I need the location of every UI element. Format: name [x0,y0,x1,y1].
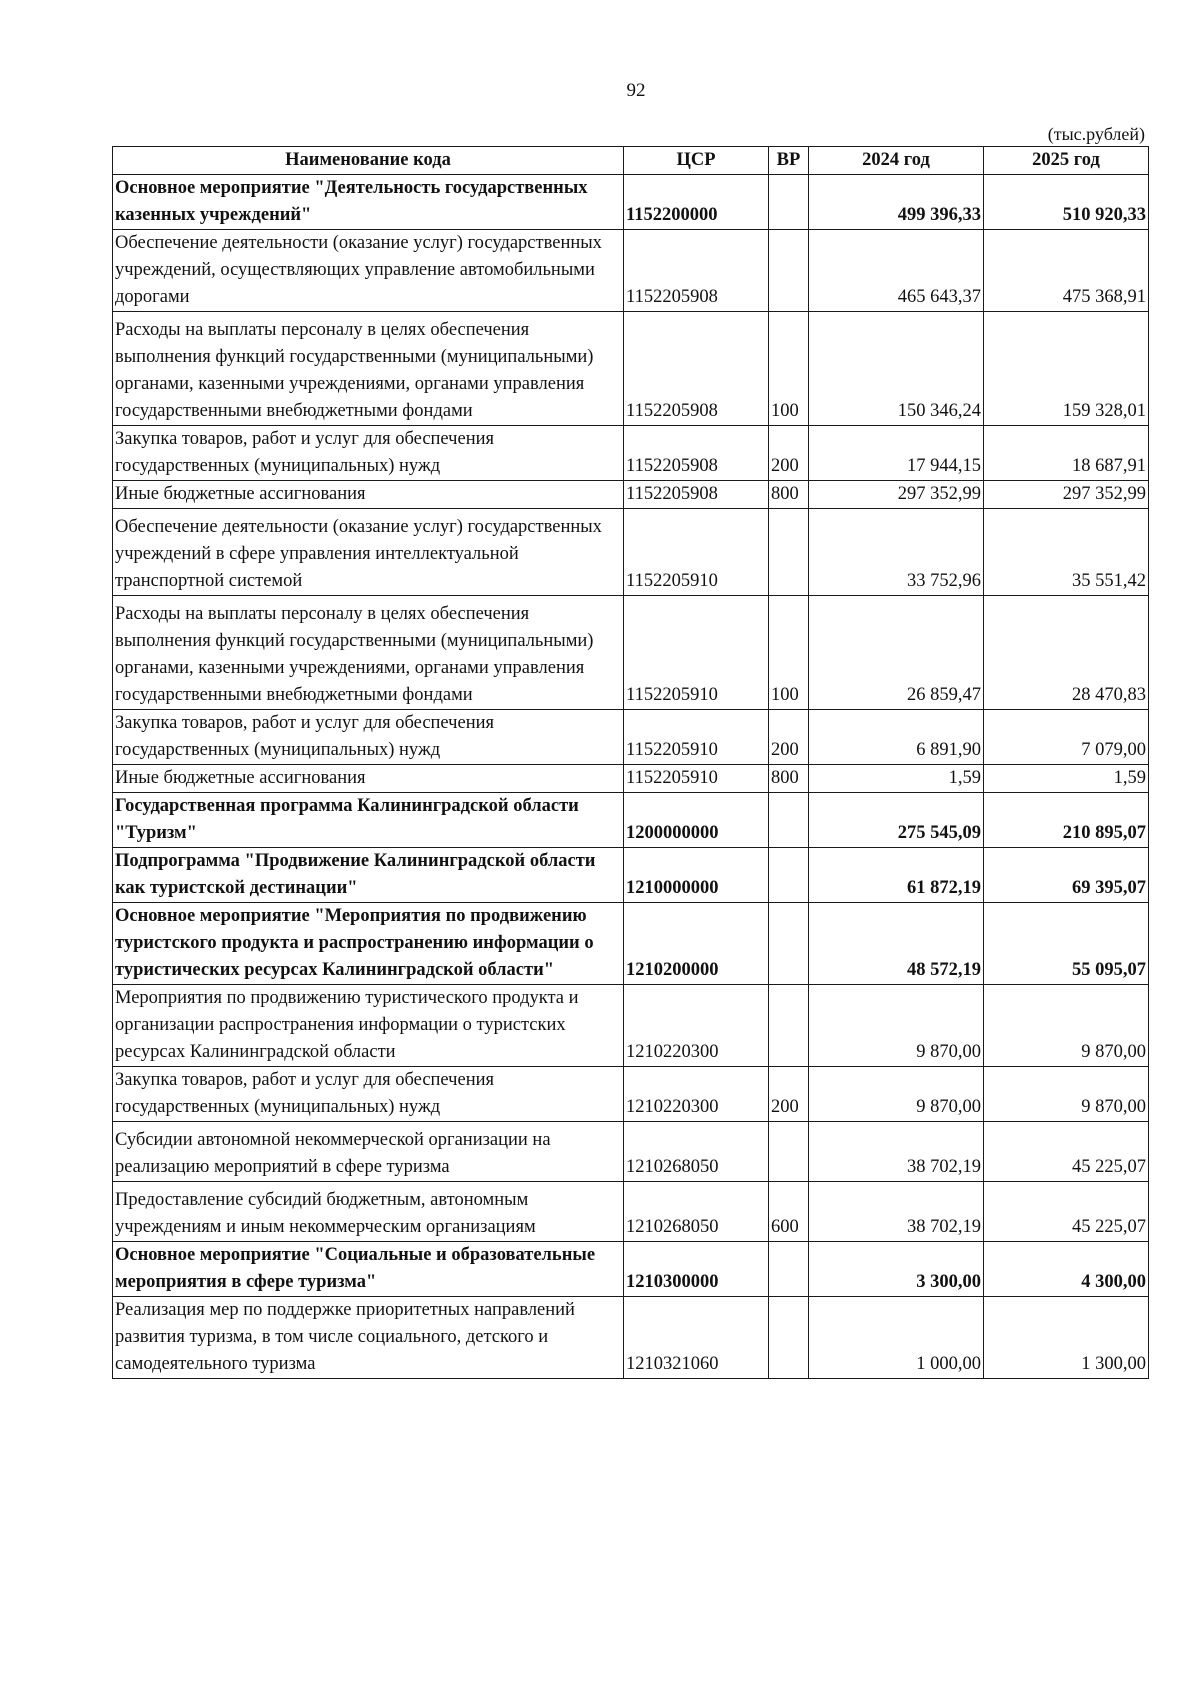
row-value-2025: 28 470,83 [984,596,1149,710]
row-value-2024: 150 346,24 [809,312,984,426]
row-csr: 1152205908 [624,312,769,426]
row-csr: 1152200000 [624,175,769,230]
row-value-2025: 210 895,07 [984,793,1149,848]
table-row [113,903,1149,985]
row-value-2024: 297 352,99 [809,481,984,509]
row-value-2024: 1 000,00 [809,1297,984,1379]
row-value-2025: 1 300,00 [984,1297,1149,1379]
header-2024: 2024 год [809,147,984,175]
row-value-2025: 297 352,99 [984,481,1149,509]
units-note: (тыс.рублей) [1047,124,1145,144]
row-vr [769,985,809,1067]
table-row [113,426,1149,481]
row-vr: 800 [769,481,809,509]
row-csr: 1210220300 [624,1067,769,1122]
row-csr: 1152205910 [624,710,769,765]
row-value-2025: 45 225,07 [984,1182,1149,1242]
row-value-2025: 69 395,07 [984,848,1149,903]
row-csr: 1152205908 [624,230,769,312]
row-vr [769,1242,809,1297]
row-name: Расходы на выплаты персоналу в целях обеспечения выполнения функций государственными (муниципальными) органами, казенными учреждениями, органами управления государственными внебюджетными фондами [113,312,624,426]
row-value-2024: 465 643,37 [809,230,984,312]
header-name: Наименование кода [113,147,624,175]
table-row [113,481,1149,509]
row-name: Государственная программа Калининградской области "Туризм" [113,793,624,848]
row-name: Основное мероприятие "Деятельность государственных казенных учреждений" [113,175,624,230]
row-vr: 200 [769,426,809,481]
row-csr: 1200000000 [624,793,769,848]
row-name: Закупка товаров, работ и услуг для обеспечения государственных (муниципальных) нужд [113,426,624,481]
row-name: Подпрограмма "Продвижение Калининградской области как туристской дестинации" [113,848,624,903]
header-vr: ВР [769,147,809,175]
row-csr: 1210000000 [624,848,769,903]
table-header-row [113,147,1149,175]
row-value-2024: 3 300,00 [809,1242,984,1297]
table-row [113,793,1149,848]
row-name: Закупка товаров, работ и услуг для обеспечения государственных (муниципальных) нужд [113,710,624,765]
row-name: Основное мероприятие "Мероприятия по продвижению туристского продукта и распространению информации о туристических ресурсах Калининградской области" [113,903,624,985]
row-value-2025: 475 368,91 [984,230,1149,312]
table-row [113,985,1149,1067]
row-value-2024: 1,59 [809,765,984,793]
table-row [113,1297,1149,1379]
row-name: Иные бюджетные ассигнования [113,765,624,793]
row-value-2025: 55 095,07 [984,903,1149,985]
row-name: Обеспечение деятельности (оказание услуг) государственных учреждений, осуществляющих управление автомобильными дорогами [113,230,624,312]
row-vr [769,230,809,312]
row-name: Мероприятия по продвижению туристического продукта и организации распространения информации о туристских ресурсах Калининградской области [113,985,624,1067]
row-name: Основное мероприятие "Социальные и образовательные мероприятия в сфере туризма" [113,1242,624,1297]
row-name: Субсидии автономной некоммерческой организации на реализацию мероприятий в сфере туризма [113,1122,624,1182]
row-value-2025: 4 300,00 [984,1242,1149,1297]
row-csr: 1152205908 [624,481,769,509]
row-vr [769,1122,809,1182]
table-row [113,312,1149,426]
table-row [113,230,1149,312]
row-vr: 100 [769,596,809,710]
row-name: Предоставление субсидий бюджетным, автономным учреждениям и иным некоммерческим организациям [113,1182,624,1242]
row-value-2025: 1,59 [984,765,1149,793]
row-value-2025: 159 328,01 [984,312,1149,426]
row-value-2024: 48 572,19 [809,903,984,985]
table-row [113,175,1149,230]
row-csr: 1210268050 [624,1182,769,1242]
row-vr: 200 [769,1067,809,1122]
row-value-2024: 499 396,33 [809,175,984,230]
row-value-2025: 45 225,07 [984,1122,1149,1182]
row-name: Реализация мер по поддержке приоритетных направлений развития туризма, в том числе социального, детского и самодеятельного туризма [113,1297,624,1379]
row-value-2024: 17 944,15 [809,426,984,481]
table-row [113,1067,1149,1122]
table-row [113,509,1149,596]
row-csr: 1210321060 [624,1297,769,1379]
row-value-2024: 9 870,00 [809,1067,984,1122]
row-value-2024: 38 702,19 [809,1122,984,1182]
row-value-2024: 61 872,19 [809,848,984,903]
row-vr [769,175,809,230]
row-name: Расходы на выплаты персоналу в целях обеспечения выполнения функций государственными (муниципальными) органами, казенными учреждениями, органами управления государственными внебюджетными фондами [113,596,624,710]
header-csr: ЦСР [624,147,769,175]
row-vr: 600 [769,1182,809,1242]
row-vr: 100 [769,312,809,426]
row-vr: 200 [769,710,809,765]
page-number: 92 [626,80,646,101]
row-value-2025: 7 079,00 [984,710,1149,765]
row-value-2024: 9 870,00 [809,985,984,1067]
table-row [113,1182,1149,1242]
row-value-2025: 35 551,42 [984,509,1149,596]
row-name: Закупка товаров, работ и услуг для обеспечения государственных (муниципальных) нужд [113,1067,624,1122]
row-value-2025: 510 920,33 [984,175,1149,230]
row-value-2025: 9 870,00 [984,985,1149,1067]
row-vr [769,903,809,985]
row-value-2024: 38 702,19 [809,1182,984,1242]
row-vr [769,848,809,903]
table-row [113,765,1149,793]
row-csr: 1152205910 [624,596,769,710]
table-body [113,175,1149,1379]
row-csr: 1210268050 [624,1122,769,1182]
table-row [113,1242,1149,1297]
row-csr: 1210300000 [624,1242,769,1297]
row-csr: 1152205910 [624,509,769,596]
row-vr: 800 [769,765,809,793]
row-value-2024: 26 859,47 [809,596,984,710]
row-csr: 1152205910 [624,765,769,793]
row-value-2025: 18 687,91 [984,426,1149,481]
row-value-2025: 9 870,00 [984,1067,1149,1122]
row-value-2024: 33 752,96 [809,509,984,596]
row-value-2024: 275 545,09 [809,793,984,848]
table-row [113,596,1149,710]
header-2025: 2025 год [984,147,1149,175]
row-csr: 1210200000 [624,903,769,985]
row-name: Иные бюджетные ассигнования [113,481,624,509]
table-row [113,848,1149,903]
row-name: Обеспечение деятельности (оказание услуг) государственных учреждений в сфере управления интеллектуальной транспортной системой [113,509,624,596]
row-value-2024: 6 891,90 [809,710,984,765]
row-csr: 1152205908 [624,426,769,481]
table-row [113,710,1149,765]
row-vr [769,793,809,848]
row-vr [769,509,809,596]
budget-table [112,146,1149,1379]
row-csr: 1210220300 [624,985,769,1067]
table-row [113,1122,1149,1182]
row-vr [769,1297,809,1379]
